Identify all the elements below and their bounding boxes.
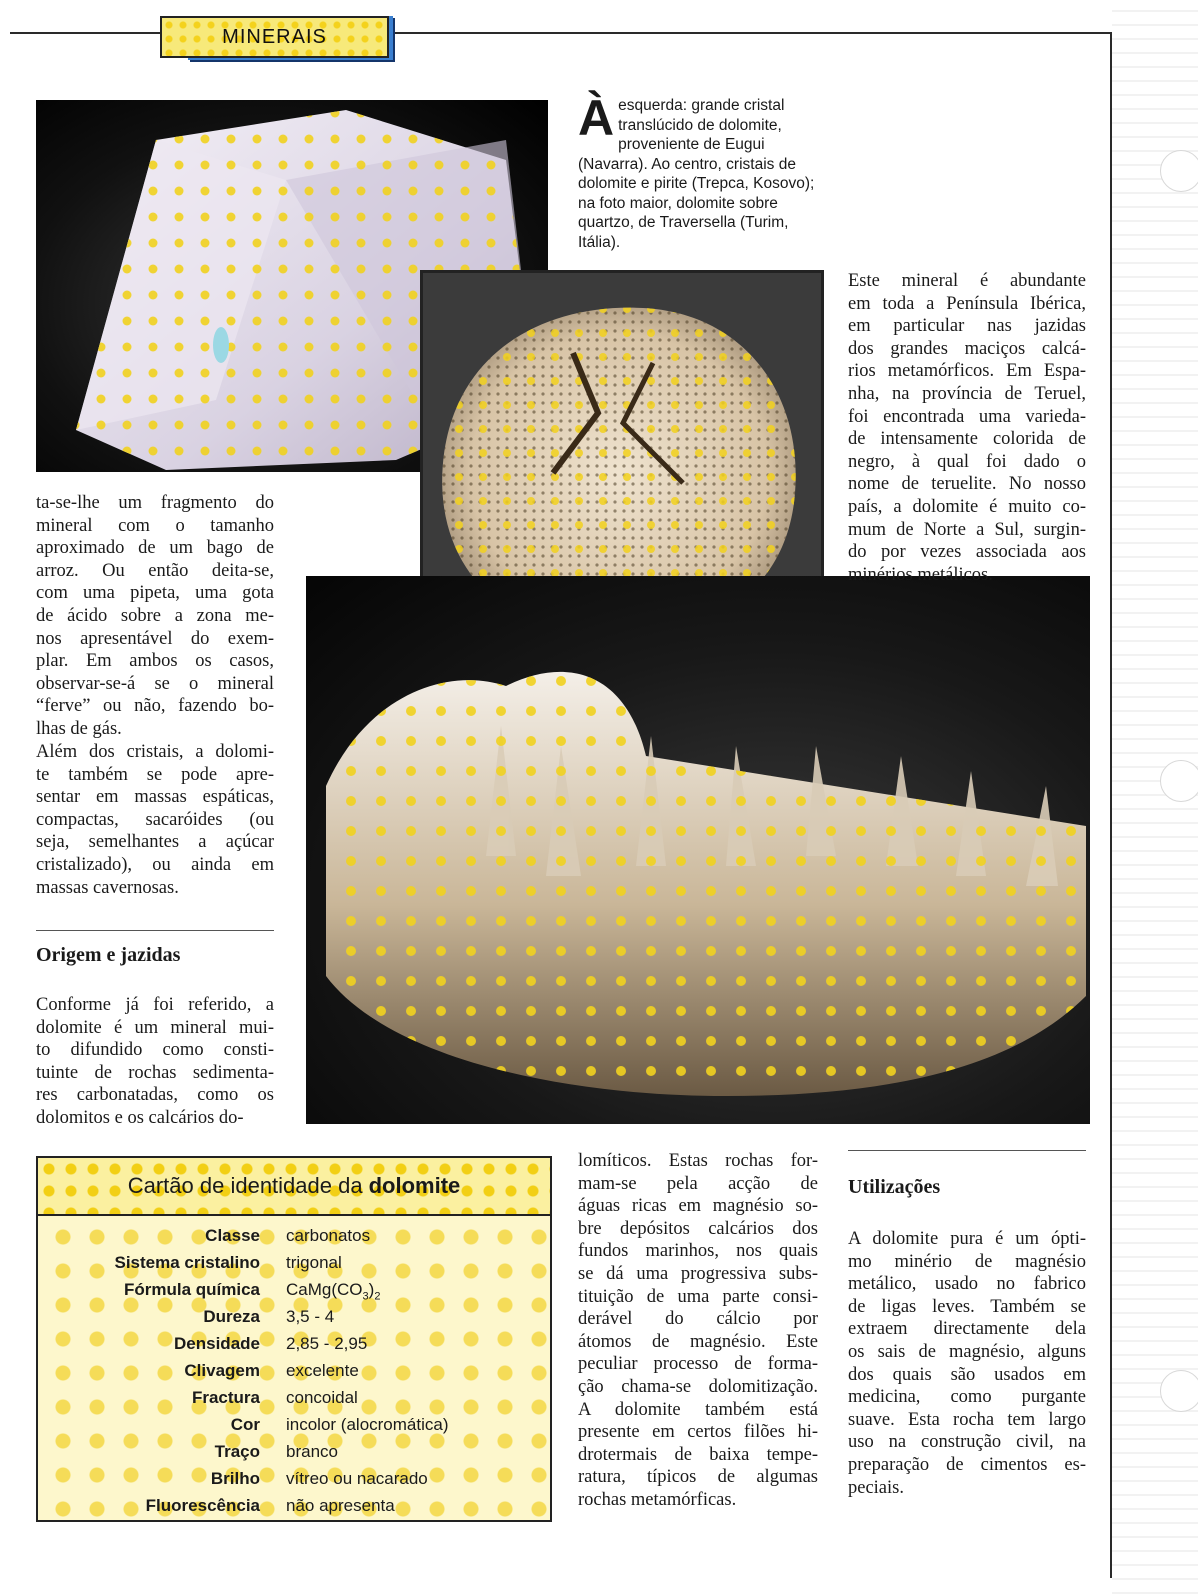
identity-card-row [38, 1442, 550, 1469]
text-line: com uma pipeta, uma gota [36, 583, 274, 604]
text-line: arroz. Ou então deita-se, [36, 560, 274, 581]
text-line: em toda a Península Ibérica, [848, 293, 1086, 314]
text-line: mineral com o tamanho [36, 515, 274, 536]
text-line: lomíticos. Estas rochas for- [578, 1151, 818, 1171]
identity-card-value: 3,5 - 4 [286, 1307, 335, 1326]
identity-card-key: Fórmula química [123, 1280, 260, 1299]
identity-card-row [38, 1496, 550, 1523]
text-line: minérios metálicos. [848, 564, 993, 585]
identity-card-value: 2,85 - 2,95 [286, 1334, 368, 1353]
text-line: bre depósitos calcários dos [578, 1218, 818, 1239]
text-line: aproximado de um bago de [36, 538, 274, 559]
identity-card-row [38, 1415, 550, 1442]
text-line: rochas metamórficas. [578, 1489, 737, 1510]
text-line: to difundido como consti- [36, 1040, 274, 1061]
text-line: tuinte de rochas sedimenta- [36, 1062, 274, 1083]
text-line: metálico, usado no fabrico [848, 1274, 1086, 1295]
identity-card-row [38, 1388, 550, 1415]
punch-hole [1160, 150, 1198, 192]
identity-card-row [38, 1334, 550, 1361]
text-line: país, a dolomite é muito co- [848, 496, 1086, 517]
identity-card-value: vítreo ou nacarado [286, 1469, 428, 1488]
text-line: ratura, típicos de algumas [578, 1467, 818, 1488]
heading-utilizacoes: Utilizações [848, 1176, 941, 1198]
text-block-forms [36, 741, 274, 899]
text-line: preparação de cimentos es- [848, 1454, 1086, 1475]
identity-card-row [38, 1361, 550, 1388]
identity-card-row [38, 1307, 550, 1334]
text-line: mo minério de magnésio [848, 1251, 1086, 1272]
text-block-formation [578, 1150, 818, 1512]
text-line: compactas, sacaróides (ou [36, 809, 274, 830]
text-line: A dolomite também está [578, 1399, 818, 1420]
text-line: rios metamórficos. Em Espa- [848, 361, 1086, 382]
identity-card-value: trigonal [286, 1253, 342, 1272]
identity-card [36, 1156, 552, 1522]
text-line: observar-se-á se o mineral [36, 673, 274, 694]
text-line: suave. Esta rocha tem largo [848, 1409, 1086, 1430]
identity-card-value: excelente [286, 1361, 359, 1380]
identity-card-key: Sistema cristalino [114, 1253, 260, 1272]
text-line: Este mineral é abundante [848, 271, 1086, 291]
text-line: dolomite é um mineral mui- [36, 1017, 274, 1038]
quartz-cluster-illustration [306, 576, 1090, 1124]
identity-card-title-prefix: Cartão de identidade da [127, 1173, 363, 1198]
text-line: nha, na província de Teruel, [848, 383, 1086, 404]
text-line: do por vezes associada aos [848, 542, 1086, 563]
identity-card-value: incolor (alocromática) [286, 1415, 449, 1434]
text-line: lhas de gás. [36, 718, 122, 739]
identity-card-row [38, 1226, 550, 1253]
heading-origem: Origem e jazidas [36, 944, 181, 966]
identity-card-value: $CaMg(CO_3)_2$ [286, 1280, 381, 1303]
photo-caption [578, 90, 818, 252]
punch-hole [1160, 1370, 1198, 1412]
identity-card-row [38, 1469, 550, 1496]
text-block-test [36, 492, 274, 741]
text-line: átomos de magnésio. Este [578, 1331, 818, 1352]
identity-card-key: Dureza [203, 1307, 260, 1326]
text-line: te também se pode apre- [36, 764, 274, 785]
text-line: nos apresentável do exem- [36, 628, 274, 649]
text-line: Conforme já foi referido, a [36, 995, 274, 1015]
identity-card-key: Traço [214, 1442, 260, 1461]
caption-text: esquerda: grande cristal translúcido de dolomite, proveniente de Eugui (Navarra). Ao centro, cristais de dolomite e pirite (Trepca, Kosovo); na foto maior, dolomite sobre quartzo, de Traversella (Turim, Itália). [578, 97, 815, 251]
text-block-iberia [848, 270, 1086, 586]
text-line: águas ricas em magnésio so- [578, 1196, 818, 1217]
text-line: os sais de magnésio, alguns [848, 1341, 1086, 1362]
text-line: ta-se-lhe um fragmento do [36, 493, 274, 513]
text-line: “ferve” ou não, fazendo bo- [36, 696, 274, 717]
identity-card-key: Fractura [191, 1388, 260, 1407]
punch-hole [1160, 760, 1198, 802]
text-line: de intensamente colorida de [848, 429, 1086, 450]
text-line: sentar em massas espáticas, [36, 787, 274, 808]
text-line: se dá uma progressiva subs- [578, 1263, 818, 1284]
text-line: peculiar processo de forma- [578, 1354, 818, 1375]
text-block-utilizacoes [848, 1228, 1086, 1499]
text-line: mum de Norte a Sul, surgin- [848, 519, 1086, 540]
text-line: peciais. [848, 1477, 904, 1498]
text-line: cristalizado), ou ainda em [36, 854, 274, 875]
text-line: dos grandes maciços calcá- [848, 338, 1086, 359]
text-line: derável do cálcio por [578, 1309, 818, 1330]
identity-card-key: Fluorescência [145, 1496, 260, 1515]
text-line: foi encontrada uma varieda- [848, 406, 1086, 427]
text-line: de ligas leves. Também se [848, 1296, 1086, 1317]
text-line: de ácido sobre a zona me- [36, 605, 274, 626]
text-line: tituição de uma parte consi- [578, 1286, 818, 1307]
text-line: ção chama-se dolomitização. [578, 1376, 818, 1397]
identity-card-title [38, 1158, 550, 1216]
photo-dolomite-on-quartz [306, 576, 1090, 1124]
text-line: uso na construção civil, na [848, 1432, 1086, 1453]
identity-card-key: Brilho [210, 1469, 260, 1488]
text-line: plar. Em ambos os casos, [36, 651, 274, 672]
identity-card-key: Densidade [174, 1334, 260, 1353]
text-line: extraem directamente dela [848, 1319, 1086, 1340]
identity-card-value: concoidal [286, 1388, 358, 1407]
identity-card-value: carbonatos [286, 1226, 371, 1245]
text-line: seja, semelhantes a açúcar [36, 832, 274, 853]
identity-card-value: não apresenta [286, 1496, 395, 1515]
section-tab: MINERAIS [160, 16, 389, 58]
identity-card-title-mineral: dolomite [368, 1173, 461, 1198]
identity-card-key: Clivagem [184, 1361, 260, 1380]
identity-card-row [38, 1280, 550, 1307]
text-line: em particular nas jazidas [848, 316, 1086, 337]
text-line: dolomitos e os calcários do- [36, 1107, 244, 1128]
identity-card-value: branco [286, 1442, 338, 1461]
text-line: Além dos cristais, a dolomi- [36, 742, 274, 762]
text-line: negro, à qual foi dado o [848, 451, 1086, 472]
text-line: dos quais são usados em [848, 1364, 1086, 1385]
text-line: fundos marinhos, nos quais [578, 1241, 818, 1262]
text-line: presente em certos filões hi- [578, 1422, 818, 1443]
text-line: A dolomite pura é um ópti- [848, 1229, 1086, 1249]
text-block-origem [36, 994, 274, 1130]
text-line: res carbonatadas, como os [36, 1085, 274, 1106]
text-line: mam-se pela acção de [578, 1173, 818, 1194]
text-line: massas cavernosas. [36, 877, 179, 898]
text-line: medicina, como purgante [848, 1387, 1086, 1408]
identity-card-key: Classe [205, 1226, 260, 1245]
identity-card-body [38, 1216, 550, 1520]
identity-card-row [38, 1253, 550, 1280]
identity-card-key: Cor [230, 1415, 260, 1434]
text-line: drotermais de baixa tempe- [578, 1444, 818, 1465]
divider [848, 1150, 1086, 1151]
divider [36, 930, 274, 931]
caption-dropcap: À [578, 90, 615, 146]
text-line: nome de teruelite. No nosso [848, 474, 1086, 495]
